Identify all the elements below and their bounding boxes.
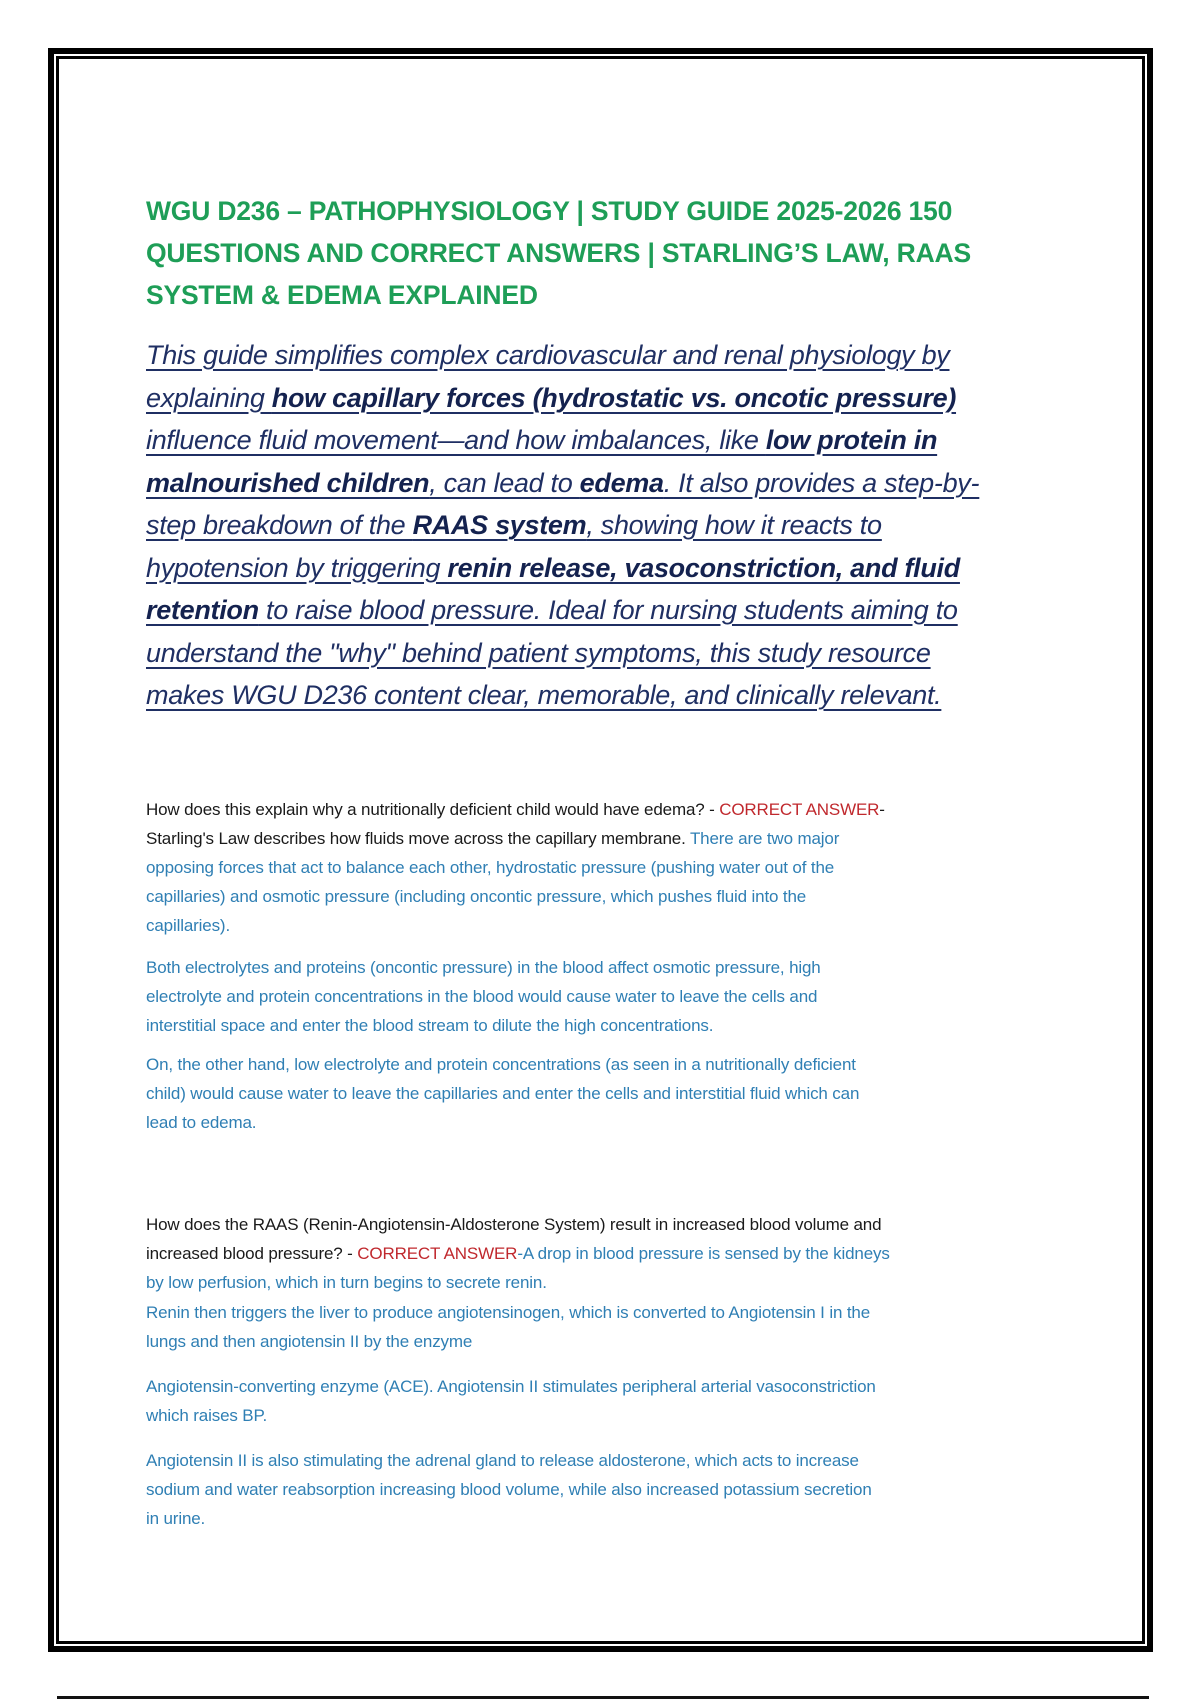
intro-text: to raise blood pressure. Ideal for nursing students aiming to [258,595,958,625]
question-text: increased blood pressure? - [146,1244,358,1263]
title-line: WGU D236 – PATHOPHYSIOLOGY | STUDY GUIDE 2025-2026 150 [146,196,953,226]
intro-text: makes WGU D236 content clear, memorable, and clinically relevant. [146,680,942,710]
answer-text: lungs and then angiotensin II by the enzyme [146,1332,473,1351]
answer-text: in urine. [146,1509,206,1528]
intro-text: influence fluid movement—and how imbalances, like [146,425,766,455]
answer-text: child) would cause water to leave the capillaries and enter the cells and interstitial fluid which can [146,1084,860,1103]
next-page-border [57,1696,1149,1699]
intro-text: explaining [146,382,272,413]
answer-text: On, the other hand, low electrolyte and protein concentrations (as seen in a nutritionally deficient [146,1055,856,1074]
qa-item-2 [146,1210,1046,1297]
intro-bold: edema [579,467,664,498]
answer-text: by low perfusion, which in turn begins to secrete renin. [146,1273,547,1292]
answer-text: There are two major [689,829,840,848]
answer-paragraph [146,1298,1046,1356]
answer-dash: - [879,800,885,819]
document-title [146,190,1046,316]
title-line: SYSTEM & EDEMA EXPLAINED [146,280,538,310]
answer-text: opposing forces that act to balance each other, hydrostatic pressure (pushing water out of the [146,858,835,877]
title-line: QUESTIONS AND CORRECT ANSWERS | STARLING’S LAW, RAAS [146,238,971,268]
question-text: How does this explain why a nutritionally deficient child would have edema? - [146,800,720,819]
answer-paragraph [146,1050,1046,1137]
intro-text: hypotension by triggering [146,552,448,583]
intro-bold: how capillary forces (hydrostatic vs. oncotic pressure) [271,382,957,413]
answer-paragraph [146,1372,1046,1430]
qa-item-1 [146,795,1046,940]
intro-paragraph [146,334,1086,717]
answer-text: capillaries) and osmotic pressure (including oncontic pressure, which pushes fluid into the [146,887,807,906]
answer-paragraph [146,953,1046,1040]
answer-text: which raises BP. [146,1406,268,1425]
intro-bold: renin release, vasoconstriction, and fluid [447,552,960,583]
answer-text: lead to edema. [146,1113,257,1132]
answer-text: Angiotensin-converting enzyme (ACE). Angiotensin II stimulates peripheral arterial vasoconstriction [146,1377,876,1396]
intro-text: , can lead to [429,467,580,498]
answer-text: -A drop in blood pressure is sensed by the kidneys [517,1244,890,1263]
answer-text: sodium and water reabsorption increasing blood volume, while also increased potassium secretion [146,1480,872,1499]
intro-text: understand the "why" behind patient symptoms, this study resource [146,637,931,668]
intro-bold: malnourished children [146,467,430,498]
intro-text: . It also provides a step-by- [663,467,980,498]
answer-text: Angiotensin II is also stimulating the adrenal gland to release aldosterone, which acts to increase [146,1451,859,1470]
correct-answer-label: CORRECT ANSWER [357,1244,518,1263]
answer-text: interstitial space and enter the blood stream to dilute the high concentrations. [146,1016,714,1035]
intro-bold: RAAS system [412,510,587,540]
intro-text: , showing how it reacts to [586,510,882,540]
correct-answer-label: CORRECT ANSWER [719,800,880,819]
answer-text: Both electrolytes and proteins (oncontic pressure) in the blood affect osmotic pressure, high [146,958,821,977]
answer-text: electrolyte and protein concentrations in the blood would cause water to leave the cells and [146,987,818,1006]
intro-text: step breakdown of the [146,510,413,540]
answer-text: capillaries). [146,916,231,935]
answer-text: Renin then triggers the liver to produce angiotensinogen, which is converted to Angiotensin I in the [146,1303,871,1322]
intro-bold: retention [146,595,259,625]
question-text: How does the RAAS (Renin-Angiotensin-Aldosterone System) result in increased blood volume and [146,1215,882,1234]
intro-text: This guide simplifies complex cardiovascular and renal physiology by [146,340,950,370]
answer-text: Starling's Law describes how fluids move across the capillary membrane. [146,829,690,848]
intro-bold: low protein in [765,425,938,455]
answer-paragraph [146,1446,1046,1533]
